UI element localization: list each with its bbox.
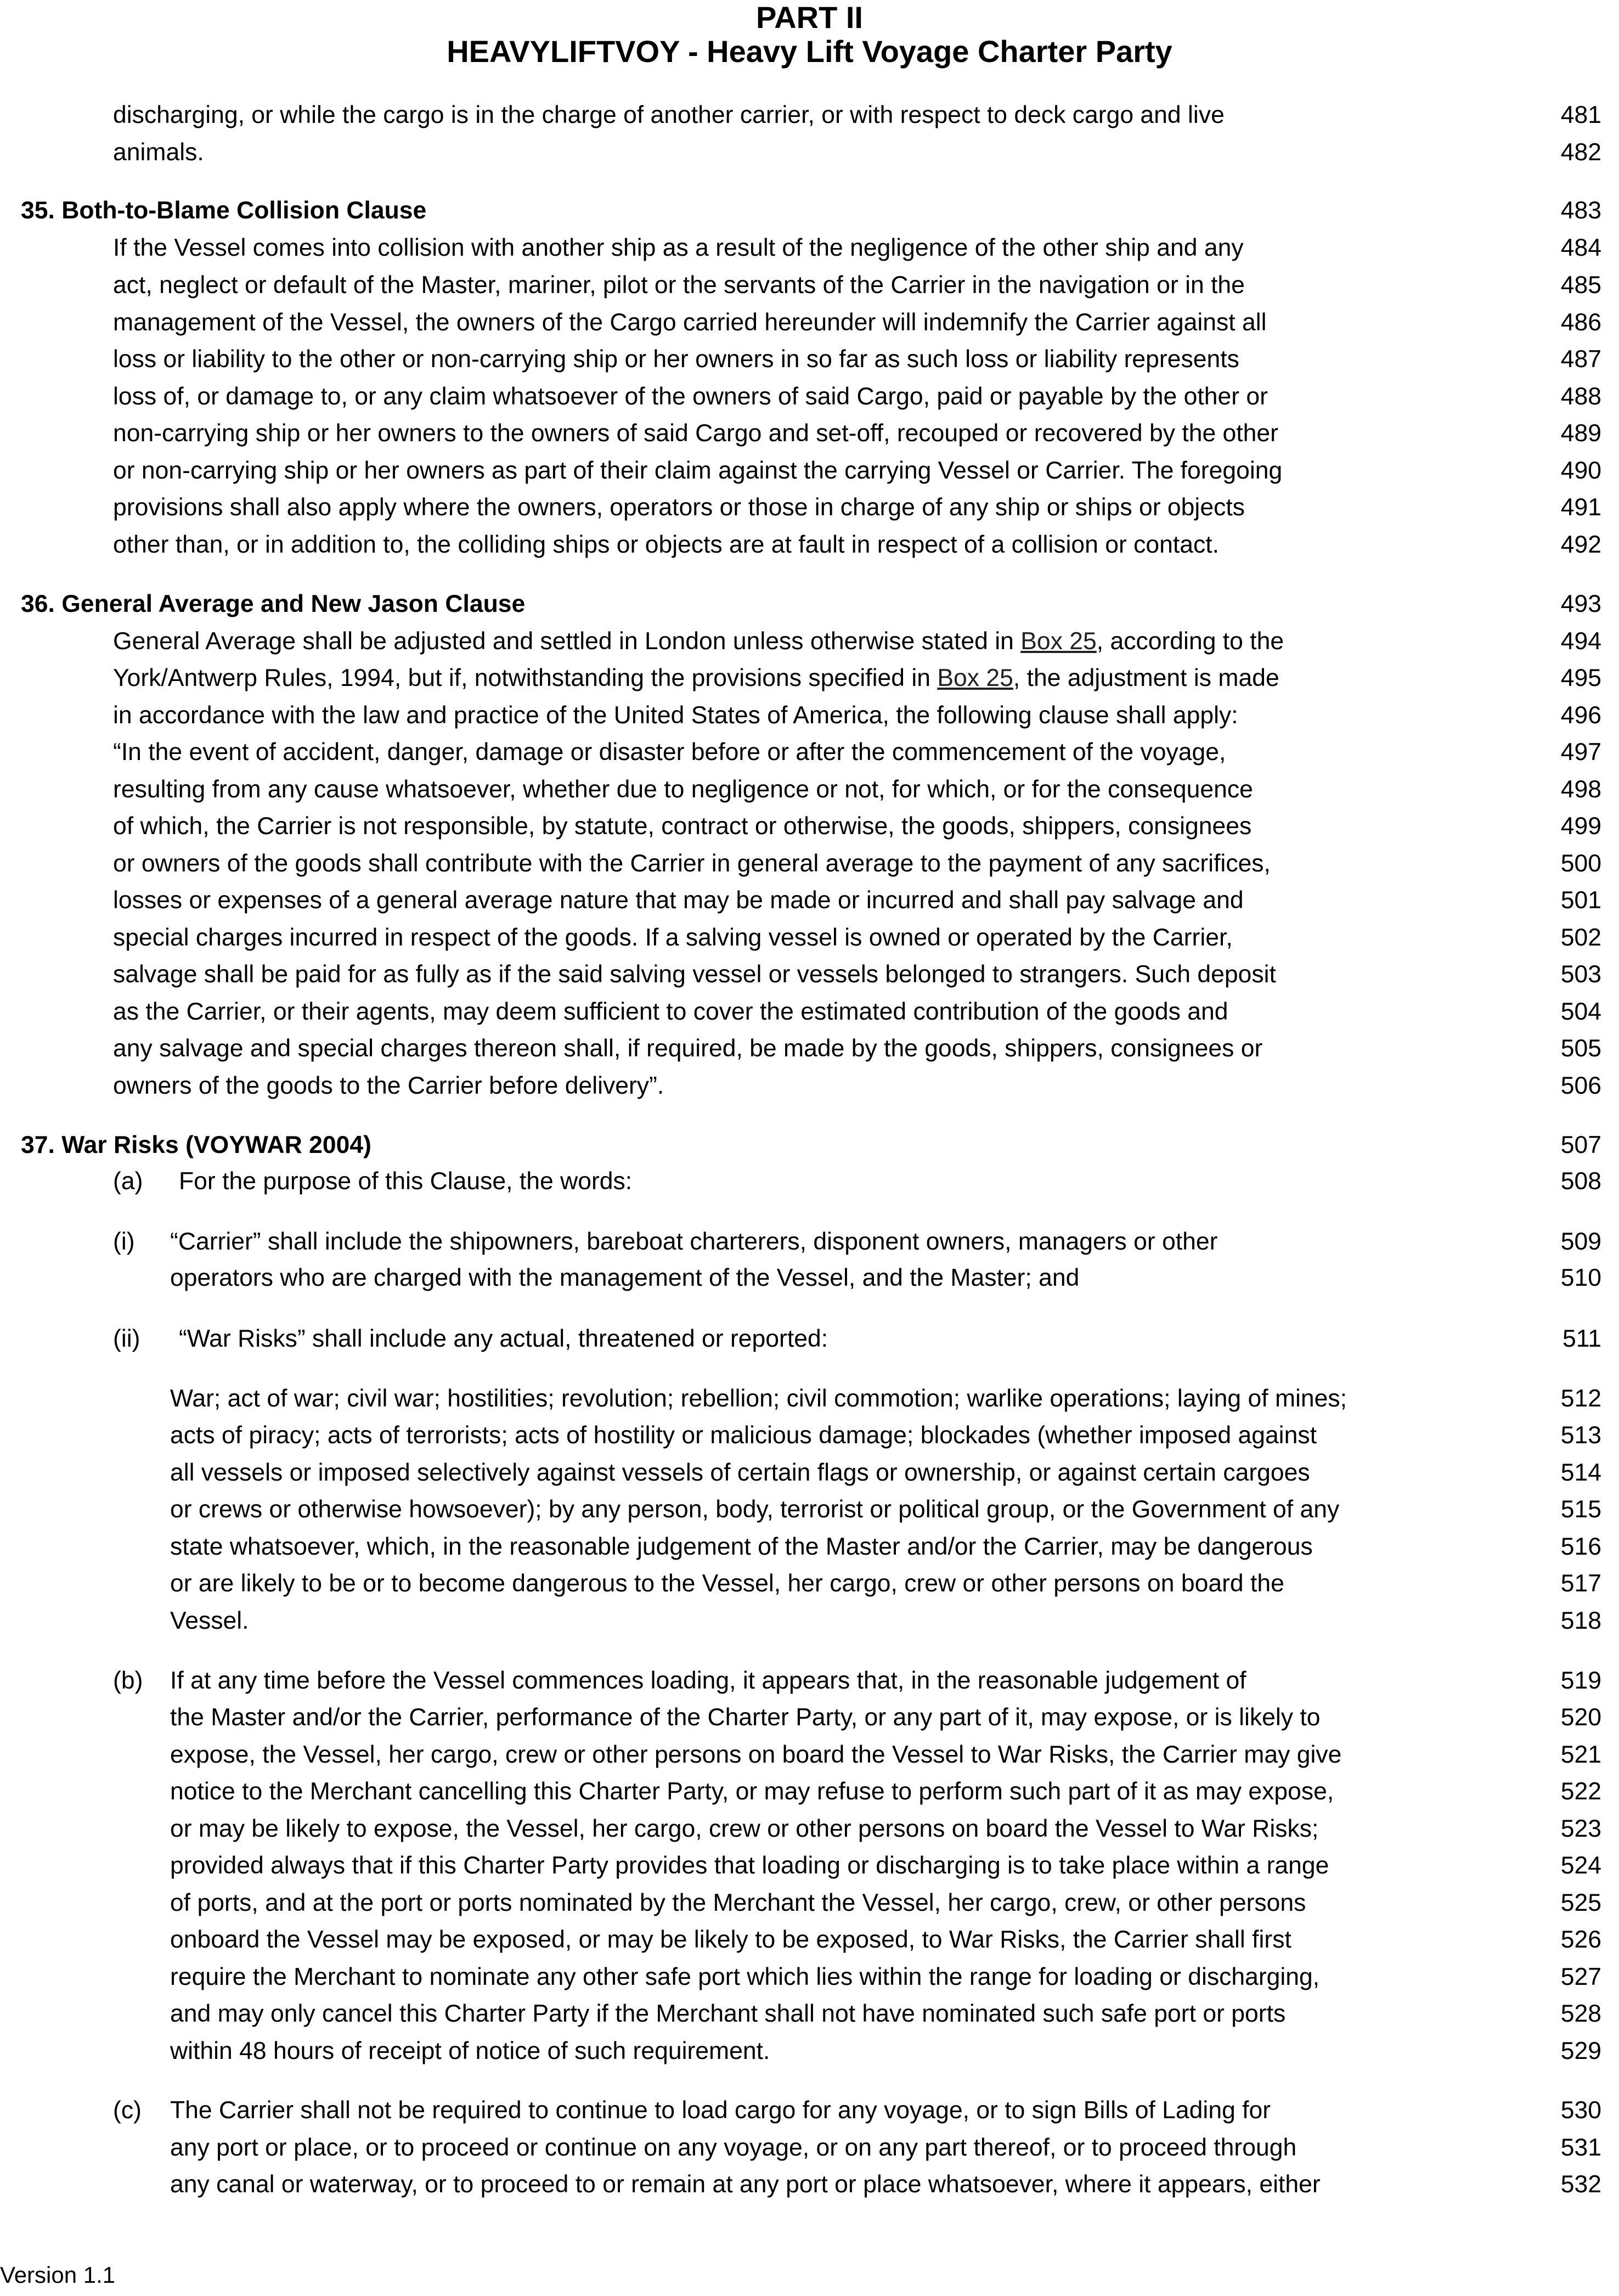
text-line bbox=[0, 267, 1619, 304]
line-number: 520 bbox=[1560, 1704, 1601, 1731]
line-text: provided always that if this Charter Party provides that loading or discharging is to take place within a range bbox=[170, 1852, 1329, 1879]
line-number: 489 bbox=[1560, 420, 1601, 447]
text-line bbox=[0, 1602, 1619, 1640]
subclause-label: (c) bbox=[113, 2097, 142, 2124]
line-text: animals. bbox=[113, 139, 204, 166]
line-text: or may be likely to expose, the Vessel, her cargo, crew or other persons on board the Vessel to War Risks; bbox=[170, 1815, 1319, 1842]
text-line bbox=[0, 452, 1619, 489]
line-text: management of the Vessel, the owners of the Cargo carried hereunder will indemnify the Carrier against all bbox=[113, 309, 1267, 336]
text-line bbox=[0, 1565, 1619, 1602]
line-text: losses or expenses of a general average nature that may be made or incurred and shall pay salvage and bbox=[113, 887, 1244, 914]
line-text: other than, or in addition to, the colliding ships or objects are at fault in respect of a collision or contact. bbox=[113, 531, 1219, 558]
line-text: If at any time before the Vessel commences loading, it appears that, in the reasonable judgement of bbox=[170, 1667, 1246, 1694]
text-line bbox=[0, 341, 1619, 378]
line-number: 522 bbox=[1560, 1778, 1601, 1805]
line-text: onboard the Vessel may be exposed, or may be likely to be exposed, to War Risks, the Carrier shall first bbox=[170, 1926, 1291, 1953]
text-line bbox=[0, 882, 1619, 919]
text-line bbox=[0, 1847, 1619, 1884]
line-text-segment: General Average shall be adjusted and settled in London unless otherwise stated in bbox=[113, 628, 1021, 655]
text-line bbox=[0, 97, 1619, 134]
line-text: War; act of war; civil war; hostilities; revolution; rebellion; civil commotion; warlike operations; laying of mines; bbox=[170, 1385, 1347, 1412]
line-text: non-carrying ship or her owners to the owners of said Cargo and set-off, recouped or recovered by the other bbox=[113, 420, 1278, 447]
text-line bbox=[0, 919, 1619, 956]
line-number: 527 bbox=[1560, 1963, 1601, 1990]
line-text: “War Risks” shall include any actual, threatened or reported: bbox=[179, 1325, 828, 1352]
text-line bbox=[0, 1320, 1619, 1358]
line-number: 500 bbox=[1560, 850, 1601, 877]
text-line bbox=[0, 1662, 1619, 1700]
text-line bbox=[0, 526, 1619, 564]
line-number: 505 bbox=[1560, 1035, 1601, 1062]
line-text: or are likely to be or to become dangerous to the Vessel, her cargo, crew or other persons on board the bbox=[170, 1570, 1284, 1597]
line-text: loss or liability to the other or non-carrying ship or her owners in so far as such loss or liability represents bbox=[113, 346, 1239, 373]
text-line bbox=[0, 1454, 1619, 1492]
line-number: 487 bbox=[1560, 346, 1601, 373]
text-line bbox=[0, 660, 1619, 697]
line-number: 532 bbox=[1560, 2171, 1601, 2198]
line-number: 482 bbox=[1560, 139, 1601, 166]
clause-heading bbox=[0, 1127, 1619, 1164]
line-number: 510 bbox=[1560, 1264, 1601, 1291]
line-text bbox=[113, 660, 1279, 697]
text-line bbox=[0, 415, 1619, 452]
text-line bbox=[0, 1995, 1619, 2033]
text-line bbox=[0, 2129, 1619, 2166]
line-number: 516 bbox=[1560, 1533, 1601, 1560]
line-text: 36. General Average and New Jason Clause bbox=[21, 590, 526, 617]
subclause-label: (i) bbox=[113, 1228, 135, 1255]
line-number: 503 bbox=[1560, 961, 1601, 988]
line-number: 504 bbox=[1560, 998, 1601, 1025]
line-number: 485 bbox=[1560, 272, 1601, 299]
line-number: 495 bbox=[1560, 665, 1601, 691]
line-text: operators who are charged with the management of the Vessel, and the Master; and bbox=[170, 1264, 1080, 1291]
line-number: 483 bbox=[1560, 197, 1601, 224]
line-number: 501 bbox=[1560, 887, 1601, 914]
line-number: 512 bbox=[1560, 1385, 1601, 1412]
line-text: “In the event of accident, danger, damage or disaster before or after the commencement of the voyage, bbox=[113, 739, 1226, 766]
line-number: 496 bbox=[1560, 702, 1601, 729]
line-number: 530 bbox=[1560, 2097, 1601, 2124]
line-text: or non-carrying ship or her owners as part of their claim against the carrying Vessel or Carrier. The foregoing bbox=[113, 457, 1283, 484]
line-text-segment: , according to the bbox=[1096, 628, 1284, 655]
line-number: 514 bbox=[1560, 1459, 1601, 1486]
line-text: the Master and/or the Carrier, performance of the Charter Party, or any part of it, may expose, or is likely to bbox=[170, 1704, 1321, 1731]
line-text: If the Vessel comes into collision with another ship as a result of the negligence of the other ship and any bbox=[113, 234, 1244, 261]
text-line bbox=[0, 808, 1619, 845]
line-text: 37. War Risks (VOYWAR 2004) bbox=[21, 1132, 371, 1158]
line-text: notice to the Merchant cancelling this Charter Party, or may refuse to perform such part of it as may expose, bbox=[170, 1778, 1334, 1805]
line-number: 513 bbox=[1560, 1422, 1601, 1449]
line-number: 481 bbox=[1560, 102, 1601, 128]
line-text: For the purpose of this Clause, the words: bbox=[179, 1168, 633, 1195]
text-line bbox=[0, 1067, 1619, 1105]
line-number: 499 bbox=[1560, 813, 1601, 840]
line-number: 523 bbox=[1560, 1815, 1601, 1842]
text-line bbox=[0, 229, 1619, 267]
line-number: 515 bbox=[1560, 1496, 1601, 1523]
line-number: 525 bbox=[1560, 1889, 1601, 1916]
line-text: of ports, and at the port or ports nominated by the Merchant the Vessel, her cargo, crew, or other persons bbox=[170, 1889, 1306, 1916]
subclause-label: (ii) bbox=[113, 1325, 140, 1352]
text-line bbox=[0, 1223, 1619, 1260]
text-line bbox=[0, 1491, 1619, 1528]
subclause-label: (b) bbox=[113, 1667, 143, 1694]
line-text: owners of the goods to the Carrier before delivery”. bbox=[113, 1072, 664, 1099]
line-number: 493 bbox=[1560, 590, 1601, 617]
line-text: expose, the Vessel, her cargo, crew or other persons on board the Vessel to War Risks, the Carrier may give bbox=[170, 1741, 1342, 1768]
line-text: state whatsoever, which, in the reasonable judgement of the Master and/or the Carrier, may be dangerous bbox=[170, 1533, 1313, 1560]
line-number: 494 bbox=[1560, 628, 1601, 655]
line-text: special charges incurred in respect of the goods. If a salving vessel is owned or operated by the Carrier, bbox=[113, 924, 1233, 951]
line-number: 529 bbox=[1560, 2038, 1601, 2064]
line-number: 488 bbox=[1560, 383, 1601, 410]
clause-heading bbox=[0, 192, 1619, 229]
text-line bbox=[0, 734, 1619, 771]
line-number: 508 bbox=[1560, 1168, 1601, 1195]
text-line bbox=[0, 771, 1619, 808]
text-line bbox=[0, 1030, 1619, 1067]
line-number: 526 bbox=[1560, 1926, 1601, 1953]
line-number: 517 bbox=[1560, 1570, 1601, 1597]
line-text: acts of piracy; acts of terrorists; acts of hostility or malicious damage; blockades (whether imposed against bbox=[170, 1422, 1317, 1449]
line-text: any canal or waterway, or to proceed to or remain at any port or place whatsoever, where it appears, either bbox=[170, 2171, 1321, 2198]
line-text: and may only cancel this Charter Party if the Merchant shall not have nominated such safe port or ports bbox=[170, 2000, 1286, 2027]
line-number: 507 bbox=[1560, 1132, 1601, 1158]
line-text: any port or place, or to proceed or continue on any voyage, or on any part thereof, or to proceed through bbox=[170, 2134, 1297, 2161]
line-text: all vessels or imposed selectively against vessels of certain flags or ownership, or against certain cargoes bbox=[170, 1459, 1310, 1486]
line-text: act, neglect or default of the Master, mariner, pilot or the servants of the Carrier in the navigation or in the bbox=[113, 272, 1245, 299]
line-text: of which, the Carrier is not responsible, by statute, contract or otherwise, the goods, shippers, consignees bbox=[113, 813, 1252, 840]
text-line bbox=[0, 2033, 1619, 2070]
text-line bbox=[0, 2166, 1619, 2203]
line-text: require the Merchant to nominate any other safe port which lies within the range for loading or discharging, bbox=[170, 1963, 1320, 1990]
text-line bbox=[0, 956, 1619, 993]
text-line bbox=[0, 623, 1619, 660]
line-number: 497 bbox=[1560, 739, 1601, 766]
clause-heading bbox=[0, 586, 1619, 623]
line-number: 490 bbox=[1560, 457, 1601, 484]
line-text: resulting from any cause whatsoever, whether due to negligence or not, for which, or for the consequence bbox=[113, 776, 1253, 803]
box-25-link[interactable]: Box 25 bbox=[1020, 628, 1097, 655]
text-line bbox=[0, 1380, 1619, 1417]
subclause-label: (a) bbox=[113, 1168, 143, 1195]
line-text-segment: York/Antwerp Rules, 1994, but if, notwithstanding the provisions specified in bbox=[113, 665, 938, 691]
line-number: 484 bbox=[1560, 234, 1601, 261]
document-title: HEAVYLIFTVOY - Heavy Lift Voyage Charter Party bbox=[447, 34, 1172, 69]
line-number: 486 bbox=[1560, 309, 1601, 336]
line-text: loss of, or damage to, or any claim whatsoever of the owners of said Cargo, paid or payable by the other or bbox=[113, 383, 1268, 410]
text-line bbox=[0, 378, 1619, 415]
line-number: 521 bbox=[1560, 1741, 1601, 1768]
text-line bbox=[0, 304, 1619, 341]
line-text: salvage shall be paid for as fully as if the said salving vessel or vessels belonged to strangers. Such deposit bbox=[113, 961, 1276, 988]
text-line bbox=[0, 1163, 1619, 1200]
line-text: Vessel. bbox=[170, 1607, 249, 1634]
line-number: 518 bbox=[1560, 1607, 1601, 1634]
line-text: as the Carrier, or their agents, may deem sufficient to cover the estimated contribution of the goods and bbox=[113, 998, 1228, 1025]
line-text: in accordance with the law and practice of the United States of America, the following clause shall apply: bbox=[113, 702, 1238, 729]
text-line bbox=[0, 1736, 1619, 1774]
text-line bbox=[0, 1417, 1619, 1454]
part-heading: PART II bbox=[756, 0, 863, 35]
line-number: 498 bbox=[1560, 776, 1601, 803]
line-text-segment: , the adjustment is made bbox=[1013, 665, 1279, 691]
line-number: 528 bbox=[1560, 2000, 1601, 2027]
text-line bbox=[0, 1528, 1619, 1566]
line-text: “Carrier” shall include the shipowners, bareboat charterers, disponent owners, managers or other bbox=[170, 1228, 1218, 1255]
text-line bbox=[0, 134, 1619, 171]
text-line bbox=[0, 697, 1619, 734]
text-line bbox=[0, 1699, 1619, 1736]
line-number: 524 bbox=[1560, 1852, 1601, 1879]
line-text: any salvage and special charges thereon shall, if required, be made by the goods, shippers, consignees or bbox=[113, 1035, 1263, 1062]
line-number: 519 bbox=[1560, 1667, 1601, 1694]
line-number: 511 bbox=[1562, 1325, 1601, 1352]
version-label: Version 1.1 bbox=[0, 2262, 116, 2288]
line-text: within 48 hours of receipt of notice of such requirement. bbox=[170, 2038, 770, 2064]
text-line bbox=[0, 1959, 1619, 1996]
text-line bbox=[0, 489, 1619, 526]
line-text: 35. Both-to-Blame Collision Clause bbox=[21, 197, 427, 224]
line-number: 506 bbox=[1560, 1072, 1601, 1099]
line-text bbox=[113, 623, 1284, 660]
line-number: 492 bbox=[1560, 531, 1601, 558]
text-line bbox=[0, 845, 1619, 882]
text-line bbox=[0, 1810, 1619, 1848]
text-line bbox=[0, 2092, 1619, 2129]
line-number: 491 bbox=[1560, 494, 1601, 521]
line-number: 531 bbox=[1560, 2134, 1601, 2161]
text-line bbox=[0, 1259, 1619, 1297]
line-number: 509 bbox=[1560, 1228, 1601, 1255]
line-text: discharging, or while the cargo is in the charge of another carrier, or with respect to deck cargo and live bbox=[113, 102, 1225, 128]
box-25-link[interactable]: Box 25 bbox=[937, 665, 1013, 691]
text-line bbox=[0, 1773, 1619, 1810]
line-text: provisions shall also apply where the owners, operators or those in charge of any ship or ships or objects bbox=[113, 494, 1245, 521]
text-line bbox=[0, 1884, 1619, 1922]
text-line bbox=[0, 1921, 1619, 1959]
text-line bbox=[0, 993, 1619, 1031]
line-text: The Carrier shall not be required to continue to load cargo for any voyage, or to sign Bills of Lading for bbox=[170, 2097, 1271, 2124]
line-text: or crews or otherwise howsoever); by any person, body, terrorist or political group, or the Government of any bbox=[170, 1496, 1340, 1523]
line-number: 502 bbox=[1560, 924, 1601, 951]
line-text: or owners of the goods shall contribute with the Carrier in general average to the payment of any sacrifices, bbox=[113, 850, 1271, 877]
